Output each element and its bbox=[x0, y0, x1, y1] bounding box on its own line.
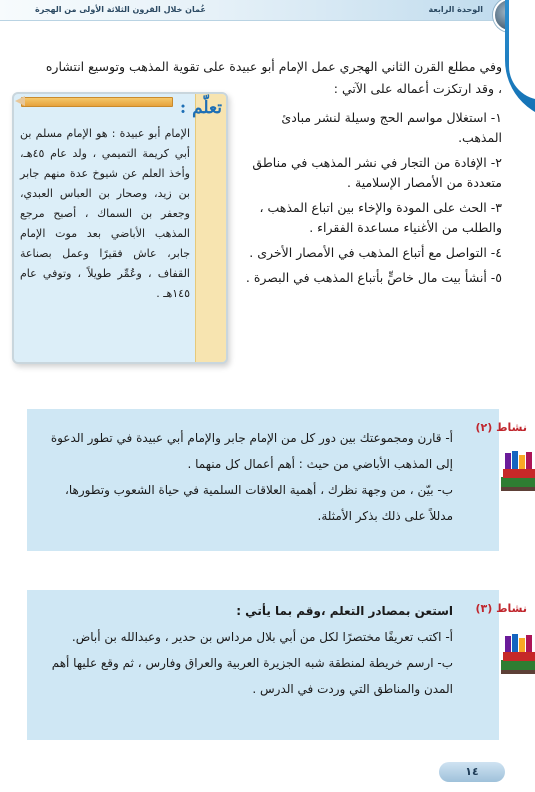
activity-3-item: أ- اكتب تعريفًا مختصرًا لكل من أبي بلال مرداس بن حدير ، وعبدالله بن أباض. bbox=[71, 630, 453, 644]
list-item: ٥- أنشأ بيت مال خاصٍّ بأتباع المذهب في البصرة . bbox=[245, 270, 502, 285]
activity-3-box bbox=[27, 590, 527, 740]
activity-2-box bbox=[27, 409, 527, 551]
activity-3-lead: استعن بمصادر التعلم ،وقم بما يأتي : bbox=[236, 604, 453, 618]
learn-text: الإمام أبو عبيدة : هو الإمام مسلم بن أبي كريمة التميمي ، ولد عام ٤٥هـ، وأخذ العلم عن شيوخ عدة منهم جابر بن زيد، وصحار بن العباس العبدي، وجعفر بن السماك ، أصبح مرجع المذهب الأباضي بعد موت الإمام جابر، عاش فقيرًا وعمل بصناعة القفاف ، وعُمِّر طويلاً ، وتوفي عام ١٤٥هـ . bbox=[20, 127, 190, 300]
list-item: ٢- الإفادة من التجار في نشر المذهب في مناطق متعددة من الأمصار الإسلامية . bbox=[252, 155, 502, 190]
pencil-icon bbox=[15, 96, 173, 106]
page-number: ١٤ bbox=[439, 762, 505, 782]
works-list bbox=[240, 108, 502, 293]
activity-2-label: نشاط (٢) bbox=[475, 421, 527, 434]
list-item: ١- استغلال مواسم الحج وسيلة لنشر مبادئ المذهب. bbox=[281, 110, 502, 145]
intro-paragraph: وفي مطلع القرن الثاني الهجري عمل الإمام أبو عبيدة على تقوية المذهب وتوسيع انتشاره ، وقد ارتكزت أعماله على الآتي : bbox=[45, 59, 502, 96]
pencil-body bbox=[21, 97, 173, 107]
activity-2-item: أ- قارن ومجموعتك بين دور كل من الإمام جابر والإمام أبي عبيدة في تطور الدعوة إلى المذهب الأباضي من حيث : أهم أعمال كل منهما . bbox=[50, 431, 453, 471]
activity-3-item: ب- ارسم خريطة لمنطقة شبه الجزيرة العربية والعراق وفارس ، ثم وقع عليها أهم المدن والمناطق التي وردت في الدرس . bbox=[51, 656, 453, 696]
learn-box bbox=[12, 92, 228, 364]
header-bar bbox=[0, 0, 535, 21]
pencil-tip bbox=[15, 96, 25, 106]
books-icon bbox=[499, 447, 535, 493]
list-item: ٣- الحث على المودة والإخاء بين اتباع المذهب ، والطلب من الأغنياء مساعدة الفقراء . bbox=[259, 200, 502, 235]
books-icon bbox=[499, 630, 535, 676]
activity-3-label: نشاط (٣) bbox=[475, 602, 527, 615]
activity-2-text bbox=[43, 425, 453, 529]
activity-2-item: ب- بيّن ، من وجهة نظرك ، أهمية العلاقات السلمية في حياة الشعوب وتطورها، مدللاً على ذلك بذكر الأمثلة. bbox=[65, 483, 453, 523]
learn-heading: تعلّم : bbox=[179, 98, 222, 118]
header-subtitle: عُمان خلال القرون الثلاثة الأولى من الهجرة bbox=[35, 5, 206, 14]
list-item: ٤- التواصل مع أتباع المذهب في الأمصار الأخرى . bbox=[249, 245, 502, 260]
learn-tab bbox=[195, 94, 226, 362]
activity-3-text bbox=[43, 598, 453, 702]
unit-title: الوحدة الرابعة bbox=[428, 5, 483, 14]
